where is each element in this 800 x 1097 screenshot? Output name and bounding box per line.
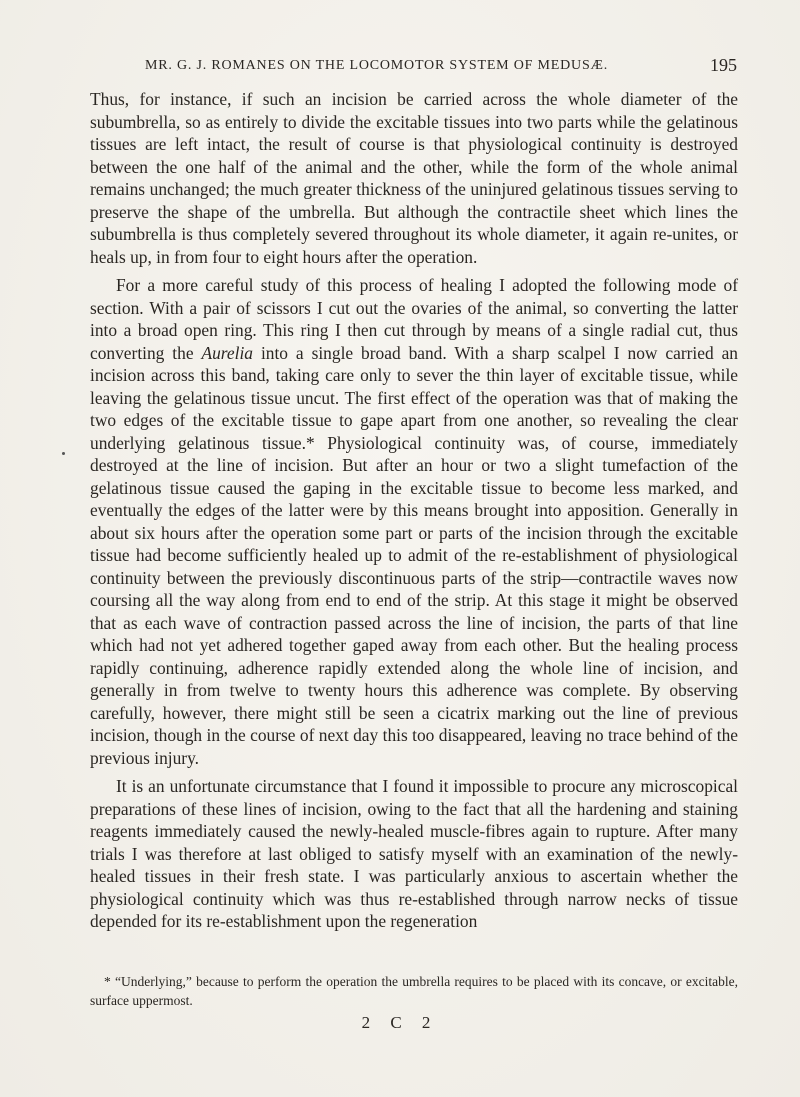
body-text: [90, 88, 738, 939]
page-header: [145, 55, 737, 82]
paragraph-2-part-b: into a single broad band. With a sharp scalpel I now carried an incision across this band, taking care only to sever the thin layer of excitable tissue, while leaving the gelatinous tissue uncut. The first effect of the operation was that of making the two edges of the excitable tissue to gape apart from one another, so revealing the clear underlying gelatinous tissue.* Physiological continuity was, of course, immediately destroyed at the line of incision. But after an hour or two a slight tumefaction of the gelatinous tissue caused the gaping in the excitable tissue to become less marked, and eventually the edges of the latter were by this means brought into apposition. Generally in about six hours after the operation some part or parts of the incision through the excitable tissue had become sufficiently healed up to admit of the re-establishment of physiological continuity between the previously discontinuous parts of the strip—contractile waves now coursing all the way along from end to end of the strip. At this stage it might be observed that as each wave of contraction passed across the line of incision, the parts of that line which had not yet adhered together gaped away from each other. But the healing process rapidly continuing, adherence rapidly extended along the whole line of incision, and generally in from twelve to twenty hours this adherence was complete. By observing carefully, however, there might still be seen a cicatrix marking out the line of previous incision, though in the course of next day this too disappeared, leaving no trace behind of the previous injury.: [90, 342, 739, 768]
paragraph-3: It is an unfortunate circumstance that I found it impossible to procure any microscopical preparations of these lines of incision, owing to the fact that all the hardening and staining reagents immediately caused the newly-healed muscle-fibres again to rupture. After many trials I was therefore at last obliged to satisfy myself with an examination of the newly-healed tissues in their fresh state. I was particularly anxious to ascertain whether the physiological continuity which was thus re-established through narrow necks of tissue depended for its re-establishment upon the regeneration: [90, 776, 738, 931]
margin-mark: [62, 452, 65, 455]
paragraph-2: [90, 274, 738, 769]
italic-term: Aurelia: [201, 342, 254, 363]
footnote-text: * “Underlying,” because to perform the operation the umbrella requires to be placed with its concave, or excitable, surface uppermost.: [90, 974, 738, 1008]
footnote: [90, 972, 738, 1010]
page-number: 195: [710, 55, 737, 75]
signature-mark: 2 C 2: [361, 1013, 439, 1032]
paragraph-2-part-a: For a more careful study of this process of healing I adopted the following mode of section. With a pair of scissors I cut out the ovaries of the animal, so converting the latter into a broad open ring. This ring I then cut through by means of a single radial cut, thus converting the: [90, 275, 738, 363]
paragraph-1: Thus, for instance, if such an incision be carried across the whole diameter of the subumbrella, so as entirely to divide the excitable tissues into two parts while the gelatinous tissues are left intact, the result of course is that physiological continuity is destroyed between the one half of the animal and the other, while the form of the whole animal remains unchanged; the much greater thickness of the uninjured gelatinous tissues serving to preserve the shape of the umbrella. But although the contractile sheet which lines the subumbrella is thus completely severed throughout its whole diameter, it again re-unites, or heals up, in from four to eight hours after the operation.: [90, 89, 738, 267]
running-head: MR. G. J. ROMANES ON THE LOCOMOTOR SYSTEM OF MEDUSÆ.: [145, 58, 609, 73]
